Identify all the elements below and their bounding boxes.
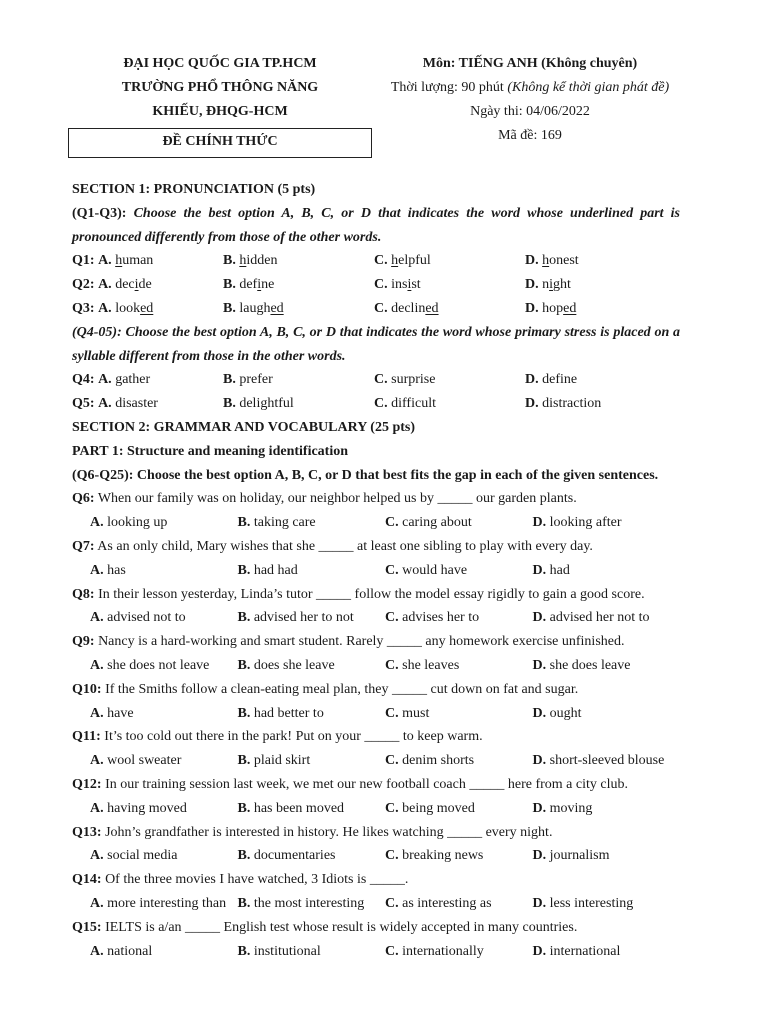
answer-options [72,844,680,868]
option-d: D. define [525,372,578,388]
option-d: D. ought [532,705,582,721]
question-text: John’s grandfather is interested in history. He likes watching _____ every night. [105,824,553,840]
option-c: C. she leaves [385,657,460,673]
answer-options [72,654,680,678]
answer-options [72,511,680,535]
option-c: C. helpful [374,253,431,269]
option-c: C. internationally [385,943,484,959]
option-d: D. honest [525,253,579,269]
question-text: In our training session last week, we met our new football coach _____ here from a city club. [105,776,628,792]
option-c: C. advises her to [385,610,480,626]
question-number: Q10: [72,681,102,697]
answer-options [72,892,680,916]
question-stem [72,916,680,940]
question-number: Q12: [72,776,102,792]
option-a: Q3: A. looked [72,300,154,316]
instr1-text: Choose the best option A, B, C, or D that indicates the word whose underlined part is pronounced differently from those of the other words. [72,205,681,245]
option-d: D. night [525,277,571,293]
option-b: B. plaid skirt [237,753,311,769]
question-text: IELTS is a/an _____ English test whose result is widely accepted in many countries. [105,919,578,935]
answer-options [72,797,680,821]
question-number: Q11: [72,729,101,745]
question-row-q2 [72,273,680,297]
option-b: B. had better to [237,705,324,721]
option-a: A. has [90,562,126,578]
question-list [72,487,680,963]
option-b: B. advised her to not [237,610,354,626]
option-d: D. journalism [532,848,610,864]
option-a: A. have [90,705,134,721]
question-number: Q13: [72,824,102,840]
question-stem [72,725,680,749]
question-text: As an only child, Mary wishes that she _____ at least one sibling to play with every day. [97,538,593,554]
answer-options [72,702,680,726]
question-text: It’s too cold out there in the park! Put on your _____ to keep warm. [104,729,483,745]
question-text: When our family was on holiday, our neighbor helped us by _____ our garden plants. [97,491,577,507]
instr2-text: Choose the best option A, B, C, or D that indicates the word whose primary stress is placed on a syllable different from those in the other words. [72,324,680,364]
option-a: Q1: A. human [72,253,154,269]
exam-header [0,52,768,162]
university-line-3: KHIẾU, ĐHQG-HCM [152,104,288,119]
option-b: B. the most interesting [237,895,365,911]
option-a: A. looking up [90,515,168,531]
question-number: Q15: [72,919,102,935]
option-d: D. short-sleeved blouse [532,753,665,769]
answer-options [72,559,680,583]
section2-instruction: (Q6-Q25): Choose the best option A, B, C, or D that best fits the gap in each of the given sentences. [72,467,659,483]
option-a: A. she does not leave [90,657,210,673]
duration: Thời lượng: 90 phút [390,80,504,95]
option-d: D. hoped [525,300,577,316]
duration-line [380,76,680,100]
option-b: B. hidden [223,253,278,269]
question-stem [72,773,680,797]
question-text: If the Smiths follow a clean-eating meal plan, they _____ cut down on fat and sugar. [105,681,579,697]
option-b: B. delightful [223,396,294,412]
option-d: D. looking after [532,515,622,531]
question-stem [72,678,680,702]
option-d: D. advised her not to [532,610,650,626]
question-row-q1 [72,249,680,273]
question-row-q4 [72,368,680,392]
option-b: B. has been moved [237,800,345,816]
option-a: Q2: A. decide [72,277,152,293]
section1-instruction-2 [72,321,680,369]
section1-title: SECTION 1: PRONUNCIATION (5 pts) [72,182,316,197]
answer-options [72,749,680,773]
option-a: A. social media [90,848,178,864]
option-b: B. prefer [223,372,273,388]
subject-line: Môn: TIẾNG ANH (Không chuyên) [422,56,638,71]
option-d: D. moving [532,800,593,816]
option-c: C. breaking news [385,848,484,864]
question-number: Q6: [72,491,95,507]
university-line-2: TRƯỜNG PHỔ THÔNG NĂNG [121,80,319,95]
section1-instruction-1 [72,202,680,250]
answer-options [72,940,680,964]
exam-content [72,178,680,963]
official-exam-box: ĐỀ CHÍNH THỨC [68,128,372,158]
question-stem [72,535,680,559]
part1-title: PART 1: Structure and meaning identification [72,443,349,459]
option-d: D. distraction [525,396,602,412]
question-number: Q14: [72,872,102,888]
section2-title: SECTION 2: GRAMMAR AND VOCABULARY (25 pts) [72,419,416,435]
question-number: Q8: [72,586,95,602]
option-c: C. would have [385,562,468,578]
option-d: D. she does leave [532,657,631,673]
option-a: Q4: A. gather [72,372,151,388]
question-number: Q7: [72,538,95,554]
option-a: A. advised not to [90,610,186,626]
option-b: B. laughed [223,300,284,316]
option-b: B. does she leave [237,657,335,673]
exam-date: Ngày thi: 04/06/2022 [470,104,590,119]
option-c: C. caring about [385,515,472,531]
instr1-label: (Q1-Q3): [72,205,127,221]
option-b: B. documentaries [237,848,336,864]
question-text: Of the three movies I have watched, 3 Idiots is _____. [105,872,409,888]
option-a: A. more interesting than [90,895,227,911]
option-c: C. surprise [374,372,436,388]
exam-info-block [380,52,680,148]
option-a: A. wool sweater [90,753,182,769]
question-stem [72,583,680,607]
duration-note: (Không kể thời gian phát đề) [507,80,670,95]
option-d: D. less interesting [532,895,634,911]
question-stem [72,821,680,845]
answer-options [72,606,680,630]
option-b: B. define [223,277,275,293]
university-line-1: ĐẠI HỌC QUỐC GIA TP.HCM [123,56,317,71]
option-d: D. international [532,943,621,959]
option-d: D. had [532,562,570,578]
option-b: B. taking care [237,515,316,531]
option-c: C. denim shorts [385,753,475,769]
question-text: In their lesson yesterday, Linda’s tutor _____ follow the model essay rigidly to gain a good score. [98,586,645,602]
option-c: C. declined [374,300,439,316]
question-stem [72,630,680,654]
option-c: C. insist [374,277,421,293]
university-block [68,52,372,124]
option-b: B. had had [237,562,298,578]
question-row-q3 [72,297,680,321]
exam-code: Mã đề: 169 [498,128,562,143]
option-a: A. having moved [90,800,187,816]
option-b: B. institutional [237,943,321,959]
question-stem [72,487,680,511]
question-text: Nancy is a hard-working and smart student. Rarely _____ any homework exercise unfinished. [98,634,625,650]
option-c: C. as interesting as [385,895,492,911]
option-a: Q5: A. disaster [72,396,158,412]
option-a: A. national [90,943,153,959]
question-row-q5 [72,392,680,416]
question-number: Q9: [72,634,95,650]
option-c: C. difficult [374,396,436,412]
option-c: C. must [385,705,430,721]
instr2-label: (Q4-05): [72,324,122,340]
option-c: C. being moved [385,800,475,816]
question-stem [72,868,680,892]
